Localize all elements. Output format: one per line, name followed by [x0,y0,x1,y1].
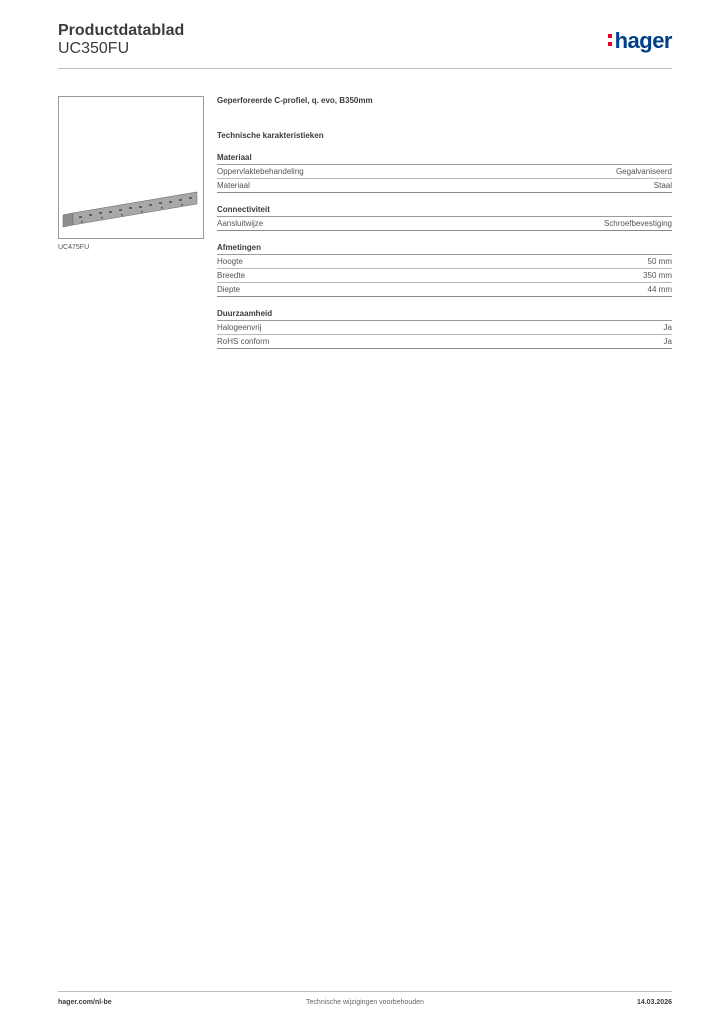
product-image [58,96,204,239]
product-description: Geperforeerde C-profiel, q. evo, B350mm [217,96,373,105]
section-afmetingen [217,243,672,297]
image-caption: UC475FU [58,244,90,251]
product-code: UC350FU [58,40,130,57]
c-profile-rail-icon [59,97,203,238]
spec-label: Halogeenvrij [217,323,262,332]
spec-value: Ja [663,337,672,346]
header-divider [58,68,672,69]
spec-row [217,269,672,283]
spec-label: Breedte [217,271,246,280]
spec-value: Ja [663,323,672,332]
spec-row [217,321,672,335]
logo-dots-icon [608,34,612,48]
spec-row [217,217,672,231]
hager-logo: hager [615,28,672,54]
spec-label: Materiaal [217,181,250,190]
section-title: Materiaal [217,153,672,165]
spec-row [217,335,672,349]
spec-row [217,255,672,269]
page-footer [58,999,672,1011]
spec-value: 50 mm [647,257,672,266]
spec-row [217,165,672,179]
section-title: Duurzaamheid [217,309,672,321]
footer-divider [58,991,672,992]
spec-value: Gegalvaniseerd [615,167,672,176]
spec-label: RoHS conform [217,337,270,346]
spec-label: Oppervlaktebehandeling [217,167,304,176]
spec-value: 350 mm [643,271,672,280]
spec-value: Staal [653,181,672,190]
footer-notice: Technische wijzigingen voorbehouden [306,999,424,1006]
section-title: Connectiviteit [217,205,672,217]
spec-value: Schroefbevestiging [603,219,672,228]
footer-date: 14.03.2026 [636,999,672,1006]
spec-label: Aansluitwijze [217,219,264,228]
section-materiaal [217,153,672,193]
spec-label: Diepte [217,285,241,294]
page-header [58,22,672,68]
spec-label: Hoogte [217,257,243,266]
spec-row [217,283,672,297]
section-connectiviteit [217,205,672,231]
section-duurzaamheid [217,309,672,349]
spec-row [217,179,672,193]
footer-website-link[interactable]: hager.com/nl-be [58,999,112,1006]
technical-characteristics-title: Technische karakteristieken [217,131,324,140]
spec-value: 44 mm [647,285,672,294]
page-title: Productdatablad [58,22,185,39]
product-specifications [217,96,672,361]
section-title: Afmetingen [217,243,672,255]
